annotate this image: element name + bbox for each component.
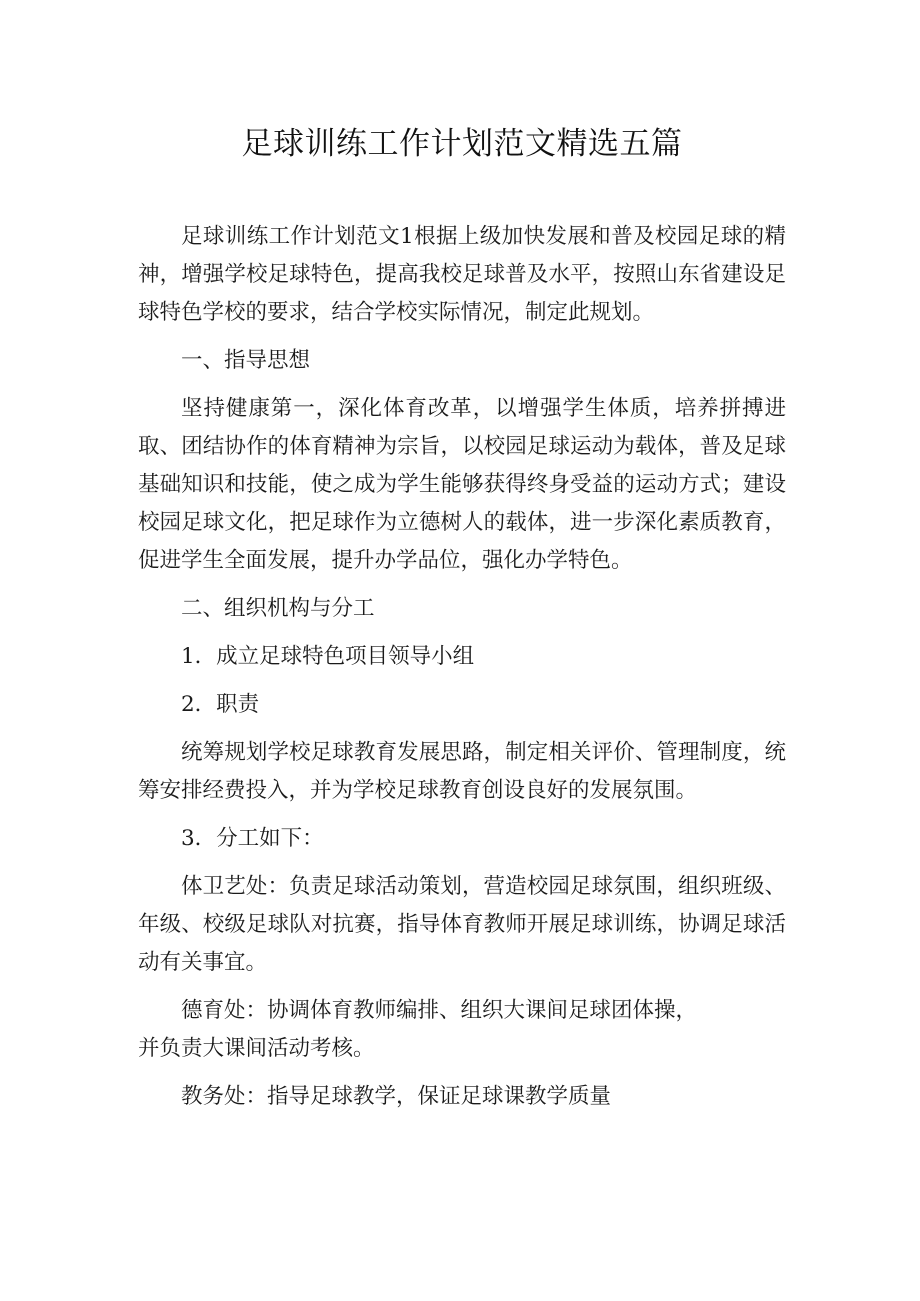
- item-duties: 2．职责: [181, 692, 260, 717]
- moral-education-paragraph-line2: 并负责大课间活动考核。: [138, 1036, 375, 1061]
- item-leadership-group: 1．成立足球特色项目领导小组: [181, 644, 475, 669]
- moral-education-paragraph-line1: 德育处：协调体育教师编排、组织大课间足球团体操，: [181, 998, 698, 1023]
- item-division-of-labor: 3．分工如下：: [181, 826, 324, 851]
- section-heading-organization: 二、组织机构与分工: [181, 596, 375, 621]
- section-heading-guiding-ideology: 一、指导思想: [181, 348, 311, 373]
- document-body: [138, 218, 786, 1126]
- duties-paragraph: 统筹规划学校足球教育发展思路，制定相关评价、管理制度，统筹安排经费投入，并为学校足球教育创设良好的发展氛围。: [138, 740, 786, 803]
- guiding-ideology-paragraph: 坚持健康第一，深化体育改革，以增强学生体质，培养拼搏进取、团结协作的体育精神为宗旨，以校园足球运动为载体，普及足球基础知识和技能，使之成为学生能够获得终身受益的运动方式；建设校园足球文化，把足球作为立德树人的载体，进一步深化素质教育，促进学生全面发展，提升办学品位，强化办学特色。: [138, 396, 786, 573]
- document-title: 足球训练工作计划范文精选五篇: [241, 126, 683, 162]
- pe-arts-office-paragraph: 体卫艺处：负责足球活动策划，营造校园足球氛围，组织班级、年级、校级足球队对抗赛，指导体育教师开展足球训练，协调足球活动有关事宜。: [138, 874, 786, 975]
- intro-paragraph: 足球训练工作计划范文1根据上级加快发展和普及校园足球的精神，增强学校足球特色，提高我校足球普及水平，按照山东省建设足球特色学校的要求，结合学校实际情况，制定此规划。: [138, 224, 786, 325]
- academic-affairs-paragraph: 教务处：指导足球教学，保证足球课教学质量: [181, 1084, 612, 1109]
